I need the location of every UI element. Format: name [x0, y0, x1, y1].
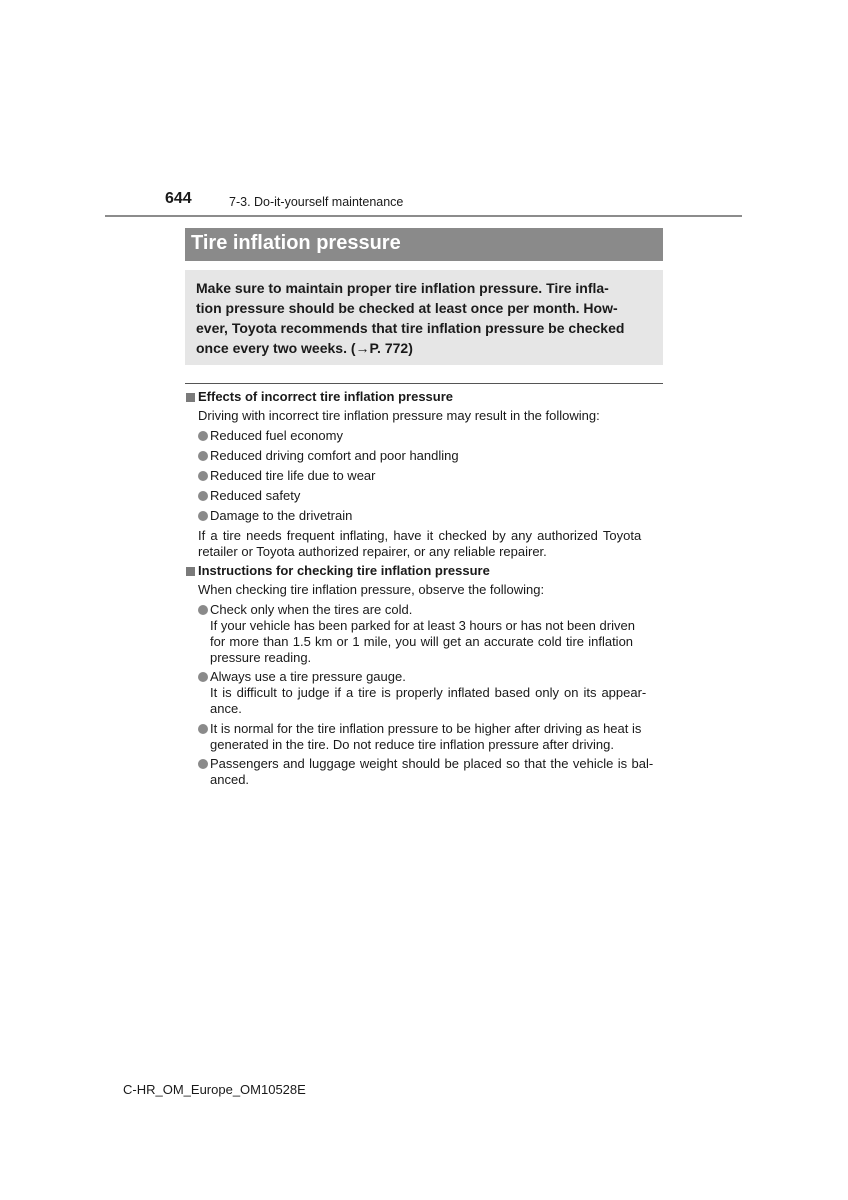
list-item: Reduced fuel economy: [210, 428, 343, 443]
bullet-dot-icon: [198, 491, 208, 501]
bullet-dot-icon: [198, 431, 208, 441]
square-bullet-icon: [186, 393, 195, 402]
effects-heading: Effects of incorrect tire inflation pressure: [198, 389, 454, 404]
effects-note-line: If a tire needs frequent inflating, have it checked by any authorized Toyota: [198, 528, 642, 543]
bullet-dot-icon: [198, 605, 208, 615]
bullet-dot-icon: [198, 451, 208, 461]
section-divider: [185, 383, 663, 384]
intro-line: Make sure to maintain proper tire inflation pressure. Tire infla-: [196, 280, 609, 296]
list-item: Reduced safety: [210, 488, 301, 503]
bullet-dot-icon: [198, 511, 208, 521]
list-item-detail: It is difficult to judge if a tire is properly inflated based only on its appear-: [210, 685, 647, 700]
footer-code: C-HR_OM_Europe_OM10528E: [123, 1082, 306, 1097]
list-item: Always use a tire pressure gauge.: [210, 669, 406, 684]
list-item-detail: pressure reading.: [210, 650, 312, 665]
intro-line: once every two weeks. (→P. 772): [196, 340, 413, 356]
list-item-detail: generated in the tire. Do not reduce tire inflation pressure after driving.: [210, 737, 614, 752]
list-item-detail: for more than 1.5 km or 1 mile, you will get an accurate cold tire inflation: [210, 634, 634, 649]
title-bar: [185, 228, 663, 261]
list-item: Damage to the drivetrain: [210, 508, 353, 523]
list-item: Reduced tire life due to wear: [210, 468, 376, 483]
bullet-dot-icon: [198, 471, 208, 481]
effects-note-line: retailer or Toyota authorized repairer, or any reliable repairer.: [198, 544, 547, 559]
bullet-dot-icon: [198, 672, 208, 682]
intro-line: tion pressure should be checked at least once per month. How-: [196, 300, 618, 316]
header-rule: [105, 215, 742, 217]
list-item: Reduced driving comfort and poor handling: [210, 448, 459, 463]
list-item: It is normal for the tire inflation pressure to be higher after driving as heat is: [210, 721, 642, 736]
list-item-detail: ance.: [210, 701, 242, 716]
list-item-detail: If your vehicle has been parked for at least 3 hours or has not been driven: [210, 618, 635, 633]
intro-box: [185, 270, 663, 365]
page-title: Tire inflation pressure: [191, 232, 401, 254]
section-label: 7-3. Do-it-yourself maintenance: [229, 195, 404, 209]
square-bullet-icon: [186, 567, 195, 576]
list-item: Check only when the tires are cold.: [210, 602, 413, 617]
intro-line: ever, Toyota recommends that tire inflation pressure be checked: [196, 320, 625, 336]
instructions-lead: When checking tire inflation pressure, observe the following:: [198, 582, 545, 597]
effects-lead: Driving with incorrect tire inflation pressure may result in the following:: [198, 408, 600, 423]
bullet-dot-icon: [198, 724, 208, 734]
list-item-detail: anced.: [210, 772, 250, 787]
list-item: Passengers and luggage weight should be placed so that the vehicle is bal-: [210, 756, 654, 771]
page-number: 644: [165, 190, 192, 207]
instructions-heading: Instructions for checking tire inflation pressure: [198, 563, 490, 578]
bullet-dot-icon: [198, 759, 208, 769]
